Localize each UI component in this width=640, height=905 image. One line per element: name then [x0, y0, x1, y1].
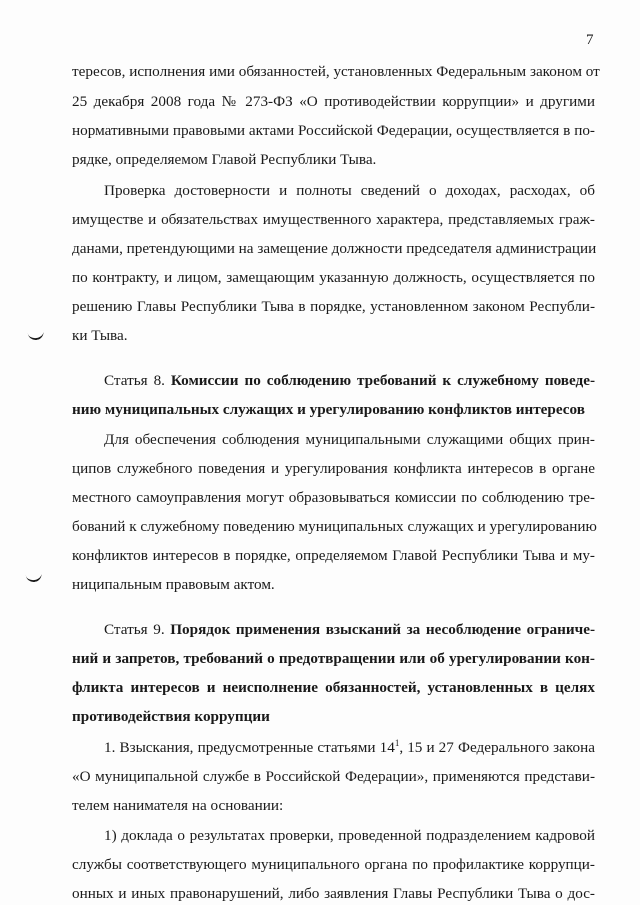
article-9-title: противодействия коррупции	[72, 708, 270, 725]
article-9-heading	[104, 620, 595, 640]
text-line: «О муниципальной службе в Российской Федерации», применяются представи-	[72, 768, 595, 785]
margin-mark	[25, 571, 42, 583]
text-line: 25 декабря 2008 года № 273-ФЗ «О противодействии коррупции» и другими	[72, 93, 595, 110]
text-line: тересов, исполнения ими обязанностей, установленных Федеральным законом от	[72, 63, 600, 80]
text-line: телем нанимателя на основании:	[72, 797, 284, 814]
text-line: ципов служебного поведения и урегулирования конфликта интересов в органе	[72, 460, 595, 477]
article-9-title: Порядок применения взысканий за несоблюдение ограниче-	[170, 621, 595, 638]
text-line: ниципальным правовым актом.	[72, 576, 275, 593]
text-line: Для обеспечения соблюдения муниципальными служащими общих прин-	[104, 431, 595, 448]
margin-mark	[27, 329, 44, 341]
article-8-heading	[104, 371, 595, 391]
superscript: 1	[394, 737, 400, 748]
text-line: службы соответствующего муниципального органа по профилактике коррупци-	[72, 856, 595, 873]
text-line: по контракту, и лицом, замещающим указанную должность, осуществляется по	[72, 269, 595, 286]
text-line: решению Главы Республики Тыва в порядке, установленном законом Республи-	[72, 298, 595, 315]
text-line: имуществе и обязательствах имущественного характера, представляемых граж-	[72, 211, 595, 228]
text-line: бований к служебному поведению муниципальных служащих и урегулированию	[72, 518, 597, 535]
text-line	[104, 738, 595, 758]
article-8-title: Комиссии по соблюдению требований к служебному поведе-	[170, 372, 596, 389]
article-9-title: фликта интересов и неисполнение обязанностей, установленных в целях	[72, 679, 595, 696]
text-line: конфликтов интересов в порядке, определяемом Главой Республики Тыва и му-	[72, 547, 595, 564]
article-8-title: нию муниципальных служащих и урегулированию конфликтов интересов	[72, 401, 585, 418]
page-number: 7	[586, 32, 594, 48]
text-fragment: , 15 и 27 Федерального закона	[399, 739, 595, 756]
text-fragment: 1. Взыскания, предусмотренные статьями 14	[104, 739, 395, 756]
text-line: нормативными правовыми актами Российской Федерации, осуществляется в по-	[72, 122, 595, 139]
text-line: 1) доклада о результатах проверки, проведенной подразделением кадровой	[104, 827, 595, 844]
article-8-number: Статья 8.	[104, 372, 165, 389]
text-line: онных и иных правонарушений, либо заявления Главы Республики Тыва о дос-	[72, 885, 595, 902]
text-line: данами, претендующими на замещение должности председателя администрации	[72, 240, 597, 257]
text-line: рядке, определяемом Главой Республики Тыва.	[72, 151, 377, 168]
text-line: местного самоуправления могут образовываться комиссии по соблюдению тре-	[72, 489, 595, 506]
article-9-title: ний и запретов, требований о предотвращении или об урегулировании кон-	[72, 650, 595, 667]
text-line: ки Тыва.	[72, 327, 128, 344]
text-line: Проверка достоверности и полноты сведений о доходах, расходах, об	[104, 182, 595, 199]
article-9-number: Статья 9.	[104, 621, 165, 638]
